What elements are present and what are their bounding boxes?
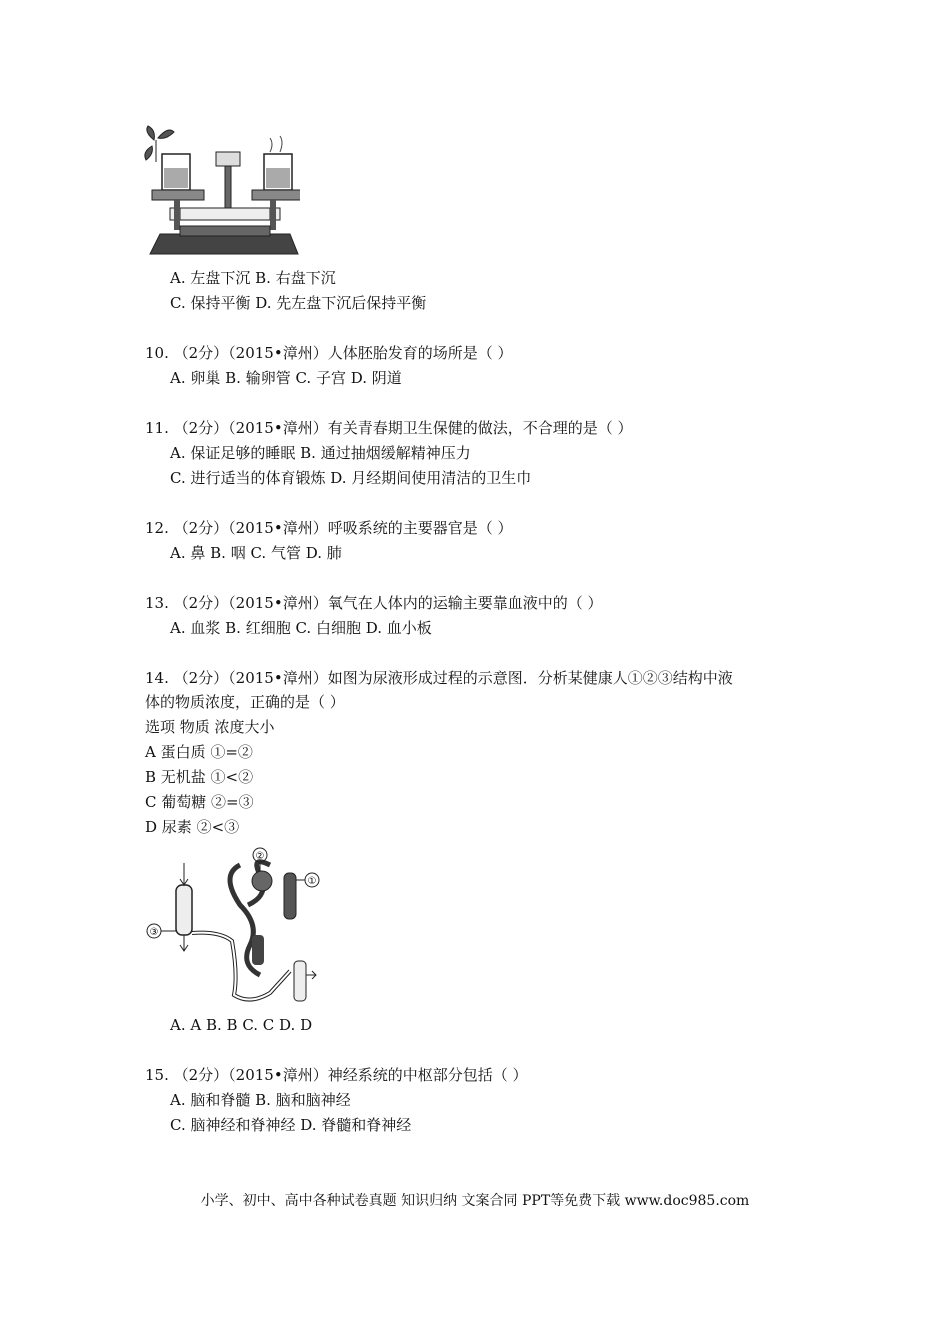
q14-row-c: C 葡萄糖 ②=③ bbox=[145, 793, 254, 811]
balance-scale-figure bbox=[140, 122, 300, 262]
q10-options-line1: A. 卵巢 B. 输卵管 C. 子宫 D. 阴道 bbox=[170, 369, 402, 387]
label-2: ② bbox=[255, 851, 265, 862]
q9-options-line1: A. 左盘下沉 B. 右盘下沉 bbox=[170, 269, 336, 287]
q12-stem: 12. （2分）（2015•漳州）呼吸系统的主要器官是（ ） bbox=[145, 519, 513, 537]
q14-stem-line1: 14. （2分）（2015•漳州）如图为尿液形成过程的示意图．分析某健康人①②③结构中液 bbox=[145, 669, 733, 687]
q13-options-line1: A. 血浆 B. 红细胞 C. 白细胞 D. 血小板 bbox=[170, 619, 432, 637]
q9-options-line2: C. 保持平衡 D. 先左盘下沉后保持平衡 bbox=[170, 294, 427, 312]
q14-stem-line2: 体的物质浓度，正确的是（ ） bbox=[145, 693, 345, 711]
nephron-figure bbox=[140, 845, 340, 1005]
q14-row-a: A 蛋白质 ①=② bbox=[145, 743, 253, 761]
q14-table-header: 选项 物质 浓度大小 bbox=[145, 718, 275, 736]
q10-stem: 10. （2分）（2015•漳州）人体胚胎发育的场所是（ ） bbox=[145, 344, 513, 362]
q11-options-line2: C. 进行适当的体育锻炼 D. 月经期间使用清洁的卫生巾 bbox=[170, 469, 532, 487]
q14-row-b: B 无机盐 ①<② bbox=[145, 768, 254, 786]
q12-options-line1: A. 鼻 B. 咽 C. 气管 D. 肺 bbox=[170, 544, 342, 562]
q15-stem: 15. （2分）（2015•漳州）神经系统的中枢部分包括（ ） bbox=[145, 1066, 528, 1084]
q14-options-line1: A. A B. B C. C D. D bbox=[170, 1016, 313, 1034]
q15-options-line1: A. 脑和脊髓 B. 脑和脑神经 bbox=[170, 1091, 351, 1109]
q11-options-line1: A. 保证足够的睡眠 B. 通过抽烟缓解精神压力 bbox=[170, 444, 471, 462]
q11-stem: 11. （2分）（2015•漳州）有关青春期卫生保健的做法，不合理的是（ ） bbox=[145, 419, 633, 437]
page-footer: 小学、初中、高中各种试卷真题 知识归纳 文案合同 PPT等免费下载 www.doc985.com bbox=[200, 1193, 750, 1209]
q15-options-line2: C. 脑神经和脊神经 D. 脊髓和脊神经 bbox=[170, 1116, 412, 1134]
label-1: ① bbox=[307, 876, 317, 887]
q13-stem: 13. （2分）（2015•漳州）氧气在人体内的运输主要靠血液中的（ ） bbox=[145, 594, 603, 612]
label-3: ③ bbox=[149, 927, 159, 938]
q14-row-d: D 尿素 ②<③ bbox=[145, 818, 240, 836]
